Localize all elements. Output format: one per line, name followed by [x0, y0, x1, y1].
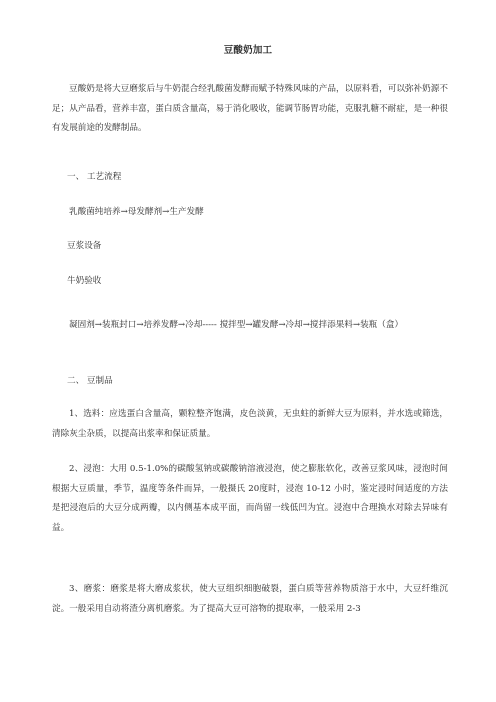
document-title: 豆酸奶加工 — [223, 45, 273, 56]
process-line-soymilk: 豆浆设备 — [67, 241, 102, 251]
intro-paragraph: 豆酸奶是将大豆磨浆后与牛奶混合经乳酸菌发酵而赋予特殊风味的产品，以原料看，可以弥补奶源不足；从产品看，营养丰富，蛋白质含量高，易于消化吸收，能调节肠胃功能，克服乳糖不耐症，是一种很有发展前途的发酵制品。 — [52, 84, 448, 133]
step-paragraph-soaking: 2、浸泡：大用 0.5-1.0%的碳酸氢钠或碳酸钠溶液浸泡，使之膨胀软化，改善豆浆风味，浸泡时间根据大豆质量，季节，温度等条件而异，一般摄氏 20度时，浸泡 10-12 小时，鉴定浸时间适度的方法是把浸泡后的大豆分成两瓣，以内侧基本成平面，而尚留一线低凹为宜。浸泡中合理换水对除去异味有益。 — [52, 464, 448, 533]
section-heading-process: 一、 工艺流程 — [67, 172, 122, 182]
process-line-milk: 牛奶验收 — [67, 276, 102, 286]
process-line-steps: 凝固剂→装瓶封口→培养发酵→冷却----- 搅拌型→罐发酵→冷却→搅拌添果料→装瓶（盒） — [69, 320, 404, 330]
step-paragraph-grinding: 3、磨浆：磨浆是将大磨成浆状，使大豆组织细胞破裂，蛋白质等营养物质溶于水中，大豆纤维沉淀。一般采用自动将渣分离机磨浆。为了提高大豆可溶物的提取率，一般采用 2-3 — [52, 584, 448, 614]
process-line-culture: 乳酸菌纯培养→母发酵剂→生产发酵 — [69, 207, 204, 217]
section-heading-soy: 二、 豆制品 — [67, 376, 113, 386]
step-paragraph-selection: 1、选料：应选蛋白含量高，颗粒整齐饱满，皮色淡黄，无虫蛀的新鲜大豆为原料，并水选或筛选，清除灰尘杂质，以提高出浆率和保证质量。 — [52, 409, 448, 439]
